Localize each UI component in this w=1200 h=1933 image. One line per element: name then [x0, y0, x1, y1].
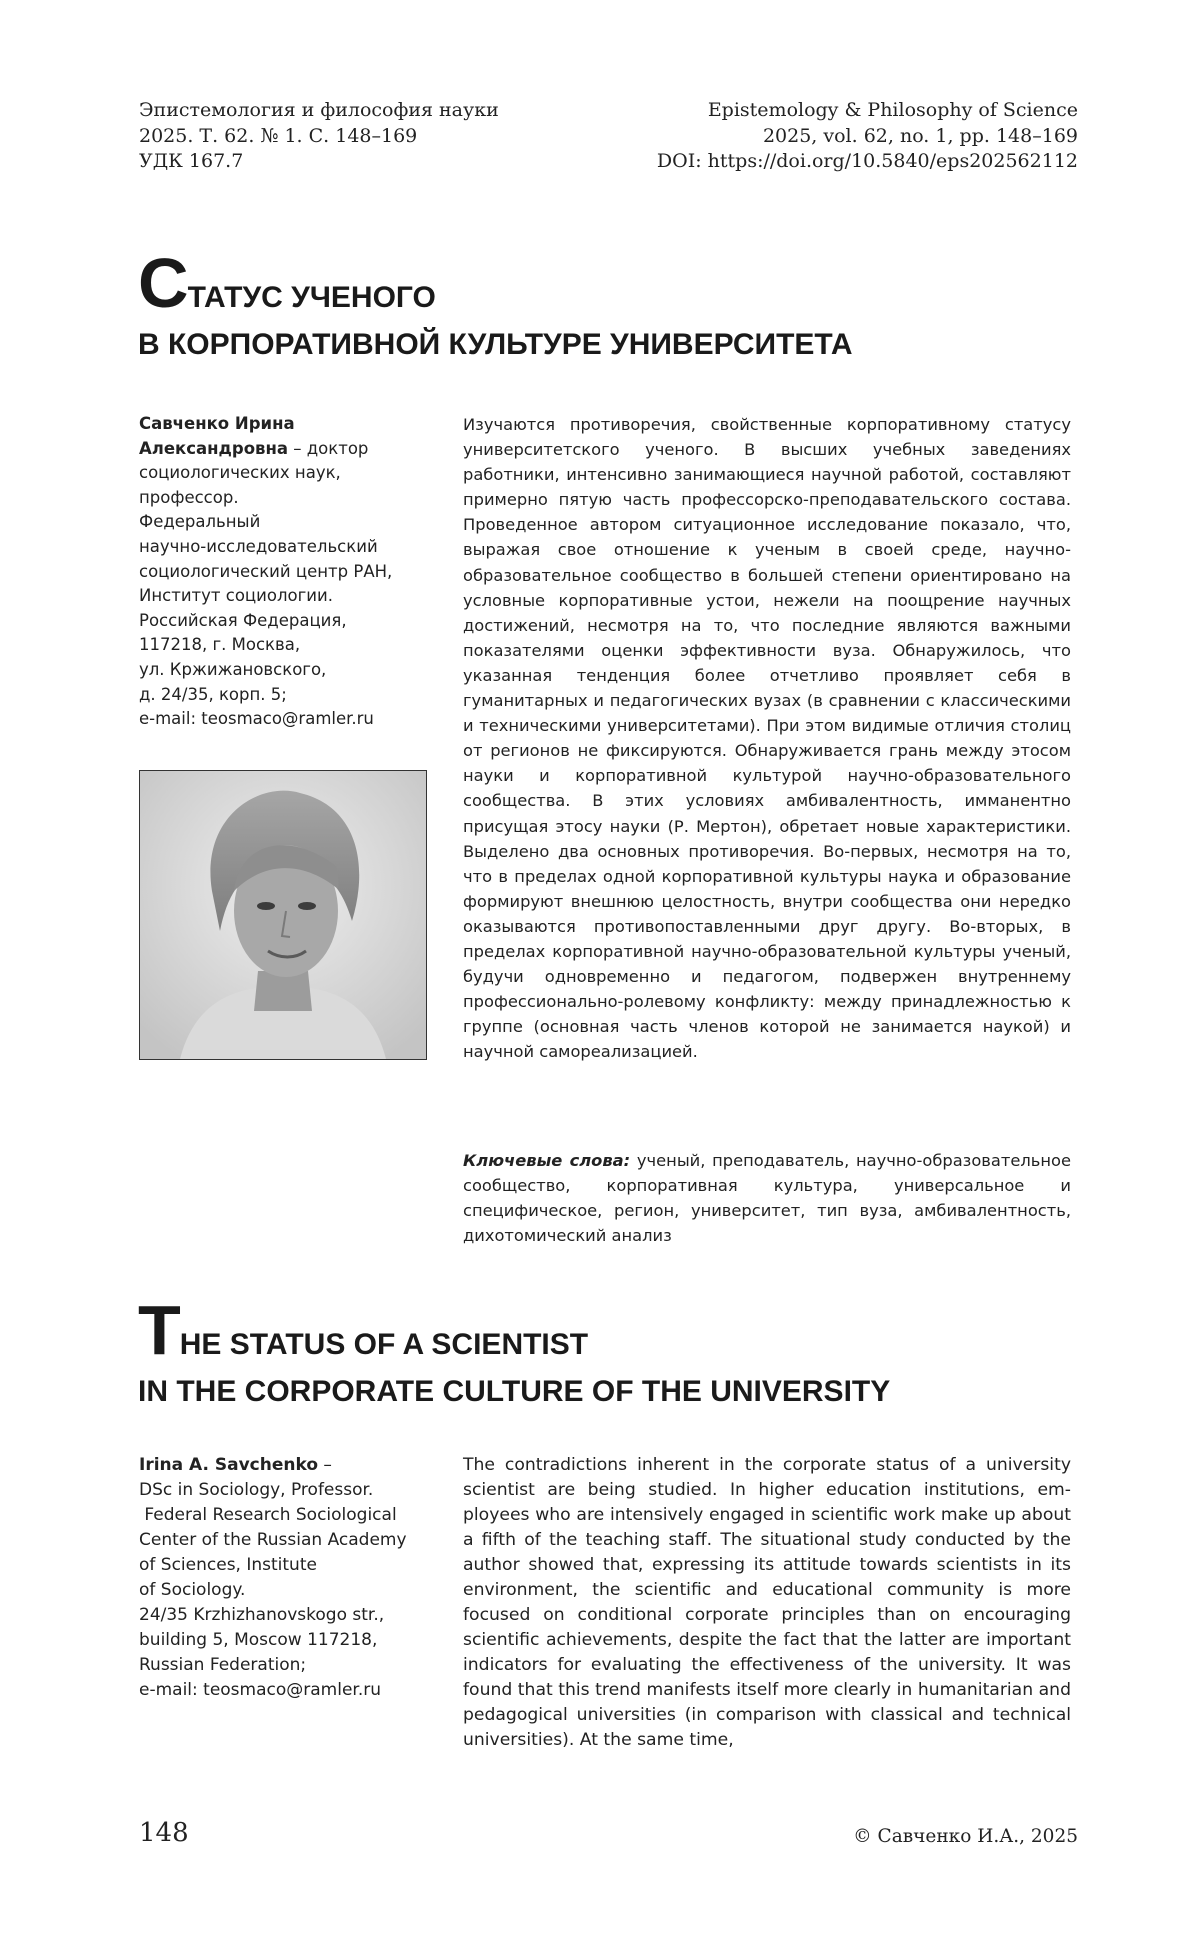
title-en-line1: HE STATUS OF A SCIENTIST: [179, 1328, 589, 1361]
author-line: Федеральный: [139, 512, 261, 532]
journal-title-ru: Эпистемология и философия науки: [139, 99, 499, 121]
author-line: building 5, Moscow 117218,: [139, 1630, 378, 1650]
article-title-ru: [138, 244, 853, 362]
abstract-ru: Изучаются противоречия, свойственные корпоративному статусу университетского ученого. В высших учебных заведениях работники, интенсивно занимающиеся научной работой, составляют примерно пятую часть профессорско-преподавательского состава. Проведенное автором ситуационное исследование показало, что, выражая свое отношение к ученым в своей среде, научно-образовательное сообщество в большей степени ориентировано на условные корпоративные устои, нежели на поощрение научных достижений, несмотря на то, что последние являются важными показателями оценки эффективности вуза. Обнаружилось, что указанная тенденция более отчетливо проявляет себя в гуманитарных и педагогических вузах (в сравнении с классическими и техническими университетами). При этом видимые отличия столиц от регионов не фиксируются. Обнаруживается грань между этосом науки и корпоративной культурой научно-образовательного сообщества. В этих условиях амбивалентность, имманентно присущая этосу науки (Р. Мертон), обретает новые характеристики. Выделено два основных противоречия. Во-первых, несмотря на то, что в пределах одной корпоративной культуры наука и образование формируют внешнюю целостность, внутри сообщества они нередко оказываются противопоставленными друг другу. Во-вторых, в пределах корпоративной научно-образовательной культуры ученый, будучи одновременно и педагогом, подвержен внутреннему профессионально-ролевому конфликту: между принадлежностью к группе (основная часть членов которой не занимается наукой) и научной самореализацией.: [463, 415, 1071, 1062]
journal-title-en: Epistemology & Philosophy of Science: [707, 99, 1078, 121]
article-title-en: [138, 1291, 891, 1409]
keywords-label-ru: Ключевые слова:: [463, 1151, 631, 1170]
author-line: д. 24/35, корп. 5;: [139, 684, 287, 704]
author-line: Center of the Russian Academy: [139, 1530, 407, 1550]
author-line: Российская Федерация,: [139, 610, 347, 630]
author-info-en: [139, 1453, 439, 1703]
author-line: профессор.: [139, 487, 239, 507]
header-right: [657, 98, 1078, 175]
author-line: Federal Research Sociological: [139, 1505, 397, 1525]
author-email-en[interactable]: e-mail: teosmaco@ramler.ru: [139, 1680, 382, 1700]
author-line: 24/35 Krzhizhanovskogo str.,: [139, 1605, 385, 1625]
author-line: Russian Federation;: [139, 1655, 307, 1675]
title-ru-initial: С: [138, 244, 188, 322]
page-number: 148: [139, 1818, 189, 1848]
author-line: социологический центр РАН,: [139, 561, 393, 581]
title-en-initial: T: [138, 1291, 180, 1369]
issue-info-en: 2025, vol. 62, no. 1, pp. 148–169: [762, 124, 1078, 147]
author-line: 117218, г. Москва,: [139, 635, 301, 655]
author-name-ru-patronymic: Александровна: [139, 438, 289, 458]
author-line: of Sciences, Institute: [139, 1555, 317, 1575]
author-info-ru: [139, 412, 439, 732]
doi-link[interactable]: DOI: https://doi.org/10.5840/eps202562112: [656, 150, 1078, 172]
abstract-en: The contradictions inherent in the corporate status of a university scientist are being studied. In higher education institutions, employees who are intensively engaged in scientific work make up about a fifth of the teaching staff. The situational study conducted by the author showed that, expressing its attitude towards scientists in its environment, the scientific and educational community is more focused on conditional corporate principles than on encouraging scientific achievements, despite the fact that the latter are important indicators for evaluating the effectiveness of the university. It was found that this trend manifests itself more clearly in humanitarian and pedagogical universities (in comparison with classical and technical universities). At the same time,: [463, 1455, 1071, 1750]
author-photo: [139, 770, 427, 1060]
title-ru-line1: ТАТУС УЧЕНОГО: [187, 281, 436, 314]
author-line: ул. Кржижановского,: [139, 659, 327, 679]
author-name-ru-first: Савченко Ирина: [139, 414, 295, 433]
issue-info-ru: 2025. Т. 62. № 1. С. 148–169: [139, 124, 418, 147]
author-line: Институт социологии.: [139, 586, 333, 606]
copyright-notice: © Савченко И.А., 2025: [853, 1826, 1078, 1847]
keywords-ru: [463, 1148, 1071, 1248]
author-line: социологических наук,: [139, 463, 341, 483]
title-ru-line2: В КОРПОРАТИВНОЙ КУЛЬТУРЕ УНИВЕРСИТЕТА: [138, 328, 853, 361]
header-left: [139, 98, 499, 175]
author-email-ru[interactable]: e-mail: teosmaco@ramler.ru: [139, 709, 374, 729]
author-name-en-dash: –: [318, 1455, 332, 1475]
author-line: of Sociology.: [139, 1580, 246, 1600]
author-name-en: Irina A. Savchenko: [139, 1455, 319, 1475]
author-line: DSc in Sociology, Professor.: [139, 1480, 374, 1500]
title-en-line2: IN THE CORPORATE CULTURE OF THE UNIVERSITY: [138, 1375, 891, 1408]
author-rank-ru: – доктор: [288, 438, 369, 458]
keywords-list-ru: ученый, преподаватель, научно-образовательное сообщество, корпоративная культура, универсальное и специфическое, регион, университет, тип вуза, амбивалентность, дихотомический анализ: [463, 1151, 1071, 1246]
author-line: научно-исследовательский: [139, 536, 378, 556]
udc-code: УДК 167.7: [139, 150, 244, 172]
